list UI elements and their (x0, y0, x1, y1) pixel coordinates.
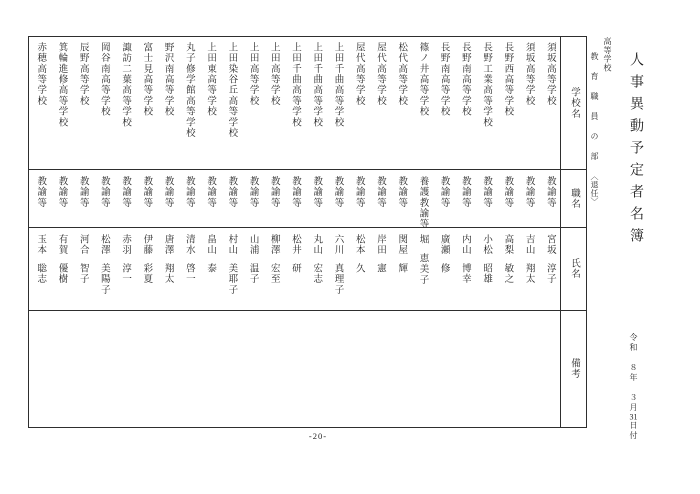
note-cell (199, 311, 220, 427)
note-cell (348, 311, 369, 427)
name-cell: 岸田 憲 (374, 234, 385, 275)
name-cell: 清水 啓一 (183, 234, 194, 285)
note-cell (518, 311, 539, 427)
school-name-cell: 上田千曲高等学校 (290, 42, 301, 128)
position-cell: 教諭等 (396, 176, 407, 209)
name-cell: 松澤 美陽子 (98, 234, 109, 296)
position-cell: 教諭等 (141, 176, 152, 209)
school-name-cell: 野沢南高等学校 (162, 42, 173, 117)
school-name-cell: 上田東高等学校 (205, 42, 216, 117)
note-cell (135, 311, 156, 427)
subtitle-section-paren: 〈退任〉 (590, 172, 599, 206)
name-cell: 高梨 敏之 (502, 234, 513, 285)
note-cell (305, 311, 326, 427)
position-cell: 教諭等 (523, 176, 534, 209)
position-cell: 教諭等 (544, 176, 555, 209)
position-cell: 教諭等 (120, 176, 131, 209)
note-cell (241, 311, 262, 427)
note-cell (263, 311, 284, 427)
school-name-cell: 上田千曲高等学校 (332, 42, 343, 128)
subtitle-section-main: 教育職員の部 (590, 52, 599, 172)
note-cell (29, 311, 50, 427)
column-header-name (561, 227, 586, 310)
position-cell: 教諭等 (481, 176, 492, 209)
row-positions (29, 169, 560, 230)
position-cell: 教諭等 (226, 176, 237, 209)
note-cell (326, 311, 347, 427)
personnel-table (28, 36, 587, 428)
name-cell: 宮坂 淳子 (544, 234, 555, 285)
school-name-cell: 屋代高等学校 (353, 42, 364, 107)
school-name-cell: 長野南高等学校 (459, 42, 470, 117)
school-name-cell: 諏訪二葉高等学校 (120, 42, 131, 128)
note-cell (475, 311, 496, 427)
position-cell: 教諭等 (162, 176, 173, 209)
note-cell (284, 311, 305, 427)
name-cell: 小松 昭雄 (481, 234, 492, 285)
school-name-cell: 上田高等学校 (247, 42, 258, 107)
note-cell (114, 311, 135, 427)
school-name-cell: 長野西高等学校 (502, 42, 513, 117)
document-date-suffix: 日付 (629, 421, 638, 441)
position-cell: 教諭等 (247, 176, 258, 209)
name-cell: 赤羽 淳一 (120, 234, 131, 285)
school-name-cell: 長野南高等学校 (438, 42, 449, 117)
position-cell: 教諭等 (35, 176, 46, 209)
school-name-cell: 岡谷南高等学校 (98, 42, 109, 117)
position-cell: 教諭等 (268, 176, 279, 209)
name-cell: 唐澤 翔太 (162, 234, 173, 285)
name-cell: 六川 真理子 (332, 234, 343, 296)
name-cell: 廣瀬 修 (438, 234, 449, 275)
note-cell (454, 311, 475, 427)
school-name-cell: 富士見高等学校 (141, 42, 152, 117)
note-cell (411, 311, 432, 427)
name-cell: 村山 美耶子 (226, 234, 237, 296)
school-name-cell: 松代高等学校 (396, 42, 407, 107)
position-cell: 教諭等 (374, 176, 385, 209)
name-cell: 山浦 温子 (247, 234, 258, 285)
school-name-cell: 上田高等学校 (268, 42, 279, 107)
note-cell (390, 311, 411, 427)
column-header-note (561, 310, 586, 427)
school-name-cell: 屋代高等学校 (374, 42, 385, 107)
document-date (629, 333, 637, 441)
position-cell: 教諭等 (183, 176, 194, 209)
row-notes (29, 310, 560, 427)
position-cell: 教諭等 (77, 176, 88, 209)
note-cell (157, 311, 178, 427)
column-header-position-label: 職名 (568, 187, 579, 210)
name-cell: 吉山 翔太 (523, 234, 534, 285)
column-header-school-label: 学校名 (568, 86, 579, 120)
position-cell: 養護教諭等 (417, 176, 428, 230)
school-name-cell: 上田千曲高等学校 (311, 42, 322, 128)
note-cell (93, 311, 114, 427)
name-cell: 丸山 宏志 (311, 234, 322, 285)
position-cell: 教諭等 (502, 176, 513, 209)
note-cell (369, 311, 390, 427)
school-name-cell: 篠ノ井高等学校 (417, 42, 428, 117)
name-cell: 有賀 優樹 (56, 234, 67, 285)
name-cell: 河合 智子 (77, 234, 88, 285)
position-cell: 教諭等 (56, 176, 67, 209)
row-school-names (29, 37, 560, 169)
column-header-position (561, 169, 586, 227)
position-cell: 教諭等 (438, 176, 449, 209)
school-name-cell: 須坂高等学校 (523, 42, 534, 107)
position-cell: 教諭等 (311, 176, 322, 209)
note-cell (178, 311, 199, 427)
school-name-cell: 上田染谷丘高等学校 (226, 42, 237, 139)
position-cell: 教諭等 (290, 176, 301, 209)
document-date-main: 令和 ８年 ３月 (629, 333, 638, 413)
position-cell: 教諭等 (98, 176, 109, 209)
table-header-column (560, 37, 586, 427)
position-cell: 教諭等 (353, 176, 364, 209)
note-cell (50, 311, 71, 427)
note-cell (539, 311, 560, 427)
school-name-cell: 辰野高等学校 (77, 42, 88, 107)
column-header-name-label: 氏名 (568, 258, 579, 280)
note-cell (496, 311, 517, 427)
subtitle-section (590, 52, 598, 206)
school-name-cell: 赤穂高等学校 (35, 42, 46, 107)
note-cell (220, 311, 241, 427)
name-cell: 柳澤 宏至 (268, 234, 279, 285)
name-cell: 堀 恵美子 (417, 234, 428, 285)
page-number: -20- (308, 431, 328, 441)
name-cell: 松本 久 (353, 234, 364, 275)
name-cell: 関屋 輝 (396, 234, 407, 275)
name-cell: 畠山 泰 (205, 234, 216, 275)
note-cell (433, 311, 454, 427)
name-cell: 内山 博幸 (459, 234, 470, 285)
document-title: 人事異動予定者名簿 (628, 52, 643, 250)
document-date-day: 31 (629, 413, 638, 421)
column-header-note-label: 備考 (568, 358, 579, 380)
row-person-names (29, 227, 560, 310)
table-body (29, 37, 560, 427)
name-cell: 伊藤 彩夏 (141, 234, 152, 285)
column-header-school (561, 37, 586, 169)
name-cell: 松井 研 (290, 234, 301, 275)
school-name-cell: 箕輪進修高等学校 (56, 42, 67, 128)
position-cell: 教諭等 (332, 176, 343, 209)
school-name-cell: 須坂高等学校 (544, 42, 555, 107)
position-cell: 教諭等 (205, 176, 216, 209)
school-name-cell: 丸子修学館高等学校 (183, 42, 194, 139)
subtitle-school-type: 高等学校 (603, 37, 612, 73)
note-cell (72, 311, 93, 427)
name-cell: 玉本 聡志 (35, 234, 46, 285)
school-name-cell: 長野工業高等学校 (481, 42, 492, 128)
position-cell: 教諭等 (459, 176, 470, 209)
